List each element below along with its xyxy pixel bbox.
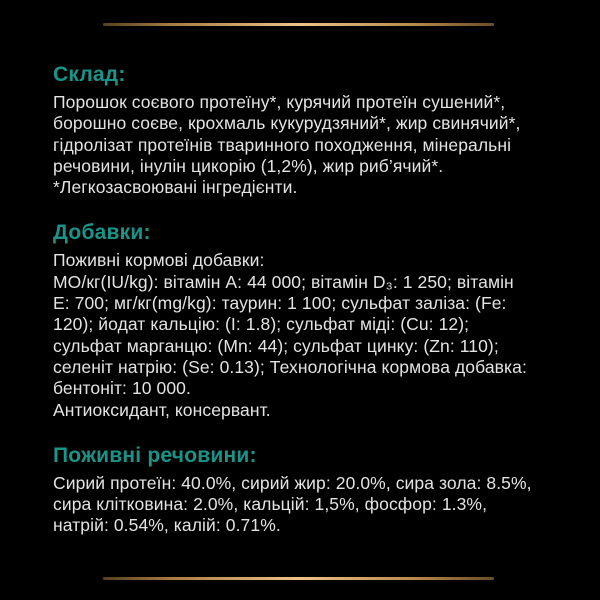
additives-body: МО/кг(IU/kg): вітамін A: 44 000; вітамін D₃: 1 250; вітамін E: 700; мг/кг(mg/kg): таурин: 1 100; сульфат заліза: (Fe: 120); йодат кальцію: (I: 1.8); сульфат міді: (Cu: 12); сульфат марганцю: (Mn: 44); сульфат цинку: (Zn: 110); селеніт натрію: (Se: 0.13); Технологічна кормова добавка: бентоніт: 10 000.	[53, 271, 527, 399]
composition-heading: Склад:	[53, 63, 126, 86]
composition-body: Порошок соєвого протеїну*, курячий протеїн сушений*, борошно соєве, крохмаль кукурудзяний*, жир свинячий*, гідролізат протеїнів тваринного походження, мінеральні речовини, інулін цикорію (1,2%), жир риб’ячий*.	[53, 92, 521, 176]
section-additives	[53, 220, 534, 420]
nutrients-body: Сирий протеїн: 40.0%, сирий жир: 20.0%, сира зола: 8.5%, сира клітковина: 2.0%, кальцій: 1,5%, фосфор: 1.3%, натрій: 0.54%, калій: 0.71%.	[53, 472, 532, 536]
nutrients-heading: Поживні речовини:	[53, 443, 257, 467]
additives-outro: Антиоксидант, консервант.	[53, 399, 271, 420]
section-nutrients	[53, 443, 534, 537]
additives-heading: Добавки:	[53, 221, 151, 245]
bottom-gold-divider	[103, 577, 494, 580]
composition-footnote: *Легкозасвоювані інгредієнти.	[53, 177, 298, 198]
top-gold-divider	[103, 23, 494, 26]
additives-intro: Поживні кормові добавки:	[53, 250, 265, 271]
section-composition	[53, 62, 534, 198]
product-label-panel	[53, 62, 534, 537]
